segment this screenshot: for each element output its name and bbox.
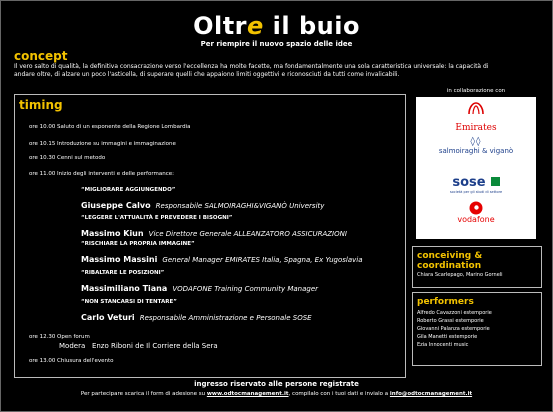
salmoiraghi-logo: ◊◊ salmoiraghi & viganò	[416, 137, 536, 155]
emirates-emblem-icon	[465, 101, 487, 115]
performer-item: Ezia Innocenti music	[417, 342, 469, 348]
performer-item: Roberto Grassi estemporie	[417, 318, 484, 324]
website-link[interactable]: www.odtocmanagement.it	[206, 391, 289, 397]
performer-item: Giovanni Palanza estemporie	[417, 326, 490, 332]
registration-note: ingresso riservato alle persone registrate	[194, 380, 359, 388]
performers-box	[412, 292, 542, 366]
conceiving-box	[412, 246, 542, 288]
salmoiraghi-mark-icon: ◊◊	[470, 137, 482, 147]
vodafone-logo: vodafone	[416, 201, 536, 224]
sose-logo: sose società per gli studi di settore	[449, 175, 503, 194]
concept-text: Il vero salto di qualità, la definitiva consacrazione verso l'eccellenza ha molte facette, ma fondamentalmente una sola caratteristica universale: la capacità di andare oltre, di alzare un poco l'asticella, di superare quelli che appaiono limiti oggettivi e riconosciuti da tutti come invalicabili.	[14, 63, 489, 78]
event-title: Oltre il buio	[193, 12, 360, 40]
schedule-row: ore 13.00 Chiusura dell'evento	[29, 358, 114, 364]
schedule-row: ore 10.30 Cenni sul metodo	[29, 155, 106, 161]
timing-section	[14, 94, 406, 378]
performer-item: Alfredo Cavazzoni estemporie	[417, 310, 492, 316]
performance-item: “RISCHIARE LA PROPRIA IMMAGINE” Massimo Massini General Manager EMIRATES Italia, Spagna, Ex Yugoslavia	[81, 241, 363, 264]
performer-item: Gila Manetti estemporie	[417, 334, 478, 340]
performers-heading: performers	[417, 297, 474, 307]
event-subtitle: Per riempire il nuovo spazio delle idee	[200, 40, 353, 48]
concept-heading: concept	[14, 49, 68, 63]
sponsor-logos	[416, 97, 536, 239]
sose-mark-icon	[491, 177, 500, 186]
schedule-row: ore 12.30 Open forum	[29, 334, 90, 340]
collaboration-title: in collaborazione con	[446, 88, 506, 94]
conceiving-names: Chiara Scarlepago, Marino Gorneli	[417, 272, 503, 278]
participation-note: Per partecipare scarica il form di adesione su www.odtocmanagement.it, compilalo con i tuoi dati e invialo a info@odtocmanagement.it	[80, 391, 473, 397]
performance-item: “LEGGERE L'ATTUALITÀ E PREVEDERE I BISOGNI” Massimo Kiun Vice Direttore Generale ALLEANZATORO ASSICURAZIONI	[81, 215, 347, 238]
emirates-logo: Emirates	[416, 101, 536, 134]
schedule-row: ore 11.00 Inizio degli interventi e delle performance:	[29, 171, 174, 177]
performance-item: “NON STANCARSI DI TENTARE” Carlo Veturi Responsabile Amministrazione e Personale SOSE	[81, 299, 312, 322]
schedule-row: ore 10.15 Introduzione su immagini e immaginazione	[29, 141, 176, 147]
vodafone-speechmark-icon	[469, 201, 483, 215]
schedule-row: ore 10.00 Saluto di un esponente della Regione Lombardia	[29, 124, 191, 130]
performance-item: “RIBALTARE LE POSIZIONI” Massimiliano Tiana VODAFONE Training Community Manager	[81, 270, 319, 293]
email-link[interactable]: info@odtocmanagement.it	[389, 391, 473, 397]
moderator-line: Modera Enzo Riboni de Il Corriere della Sera	[59, 342, 218, 350]
timing-heading: timing	[19, 98, 63, 112]
conceiving-heading: conceiving & coordination	[417, 251, 483, 271]
performance-item: “MIGLIORARE AGGIUNGENDO” Giuseppe Calvo Responsabile SALMOIRAGHI&VIGANÒ University	[81, 187, 325, 210]
